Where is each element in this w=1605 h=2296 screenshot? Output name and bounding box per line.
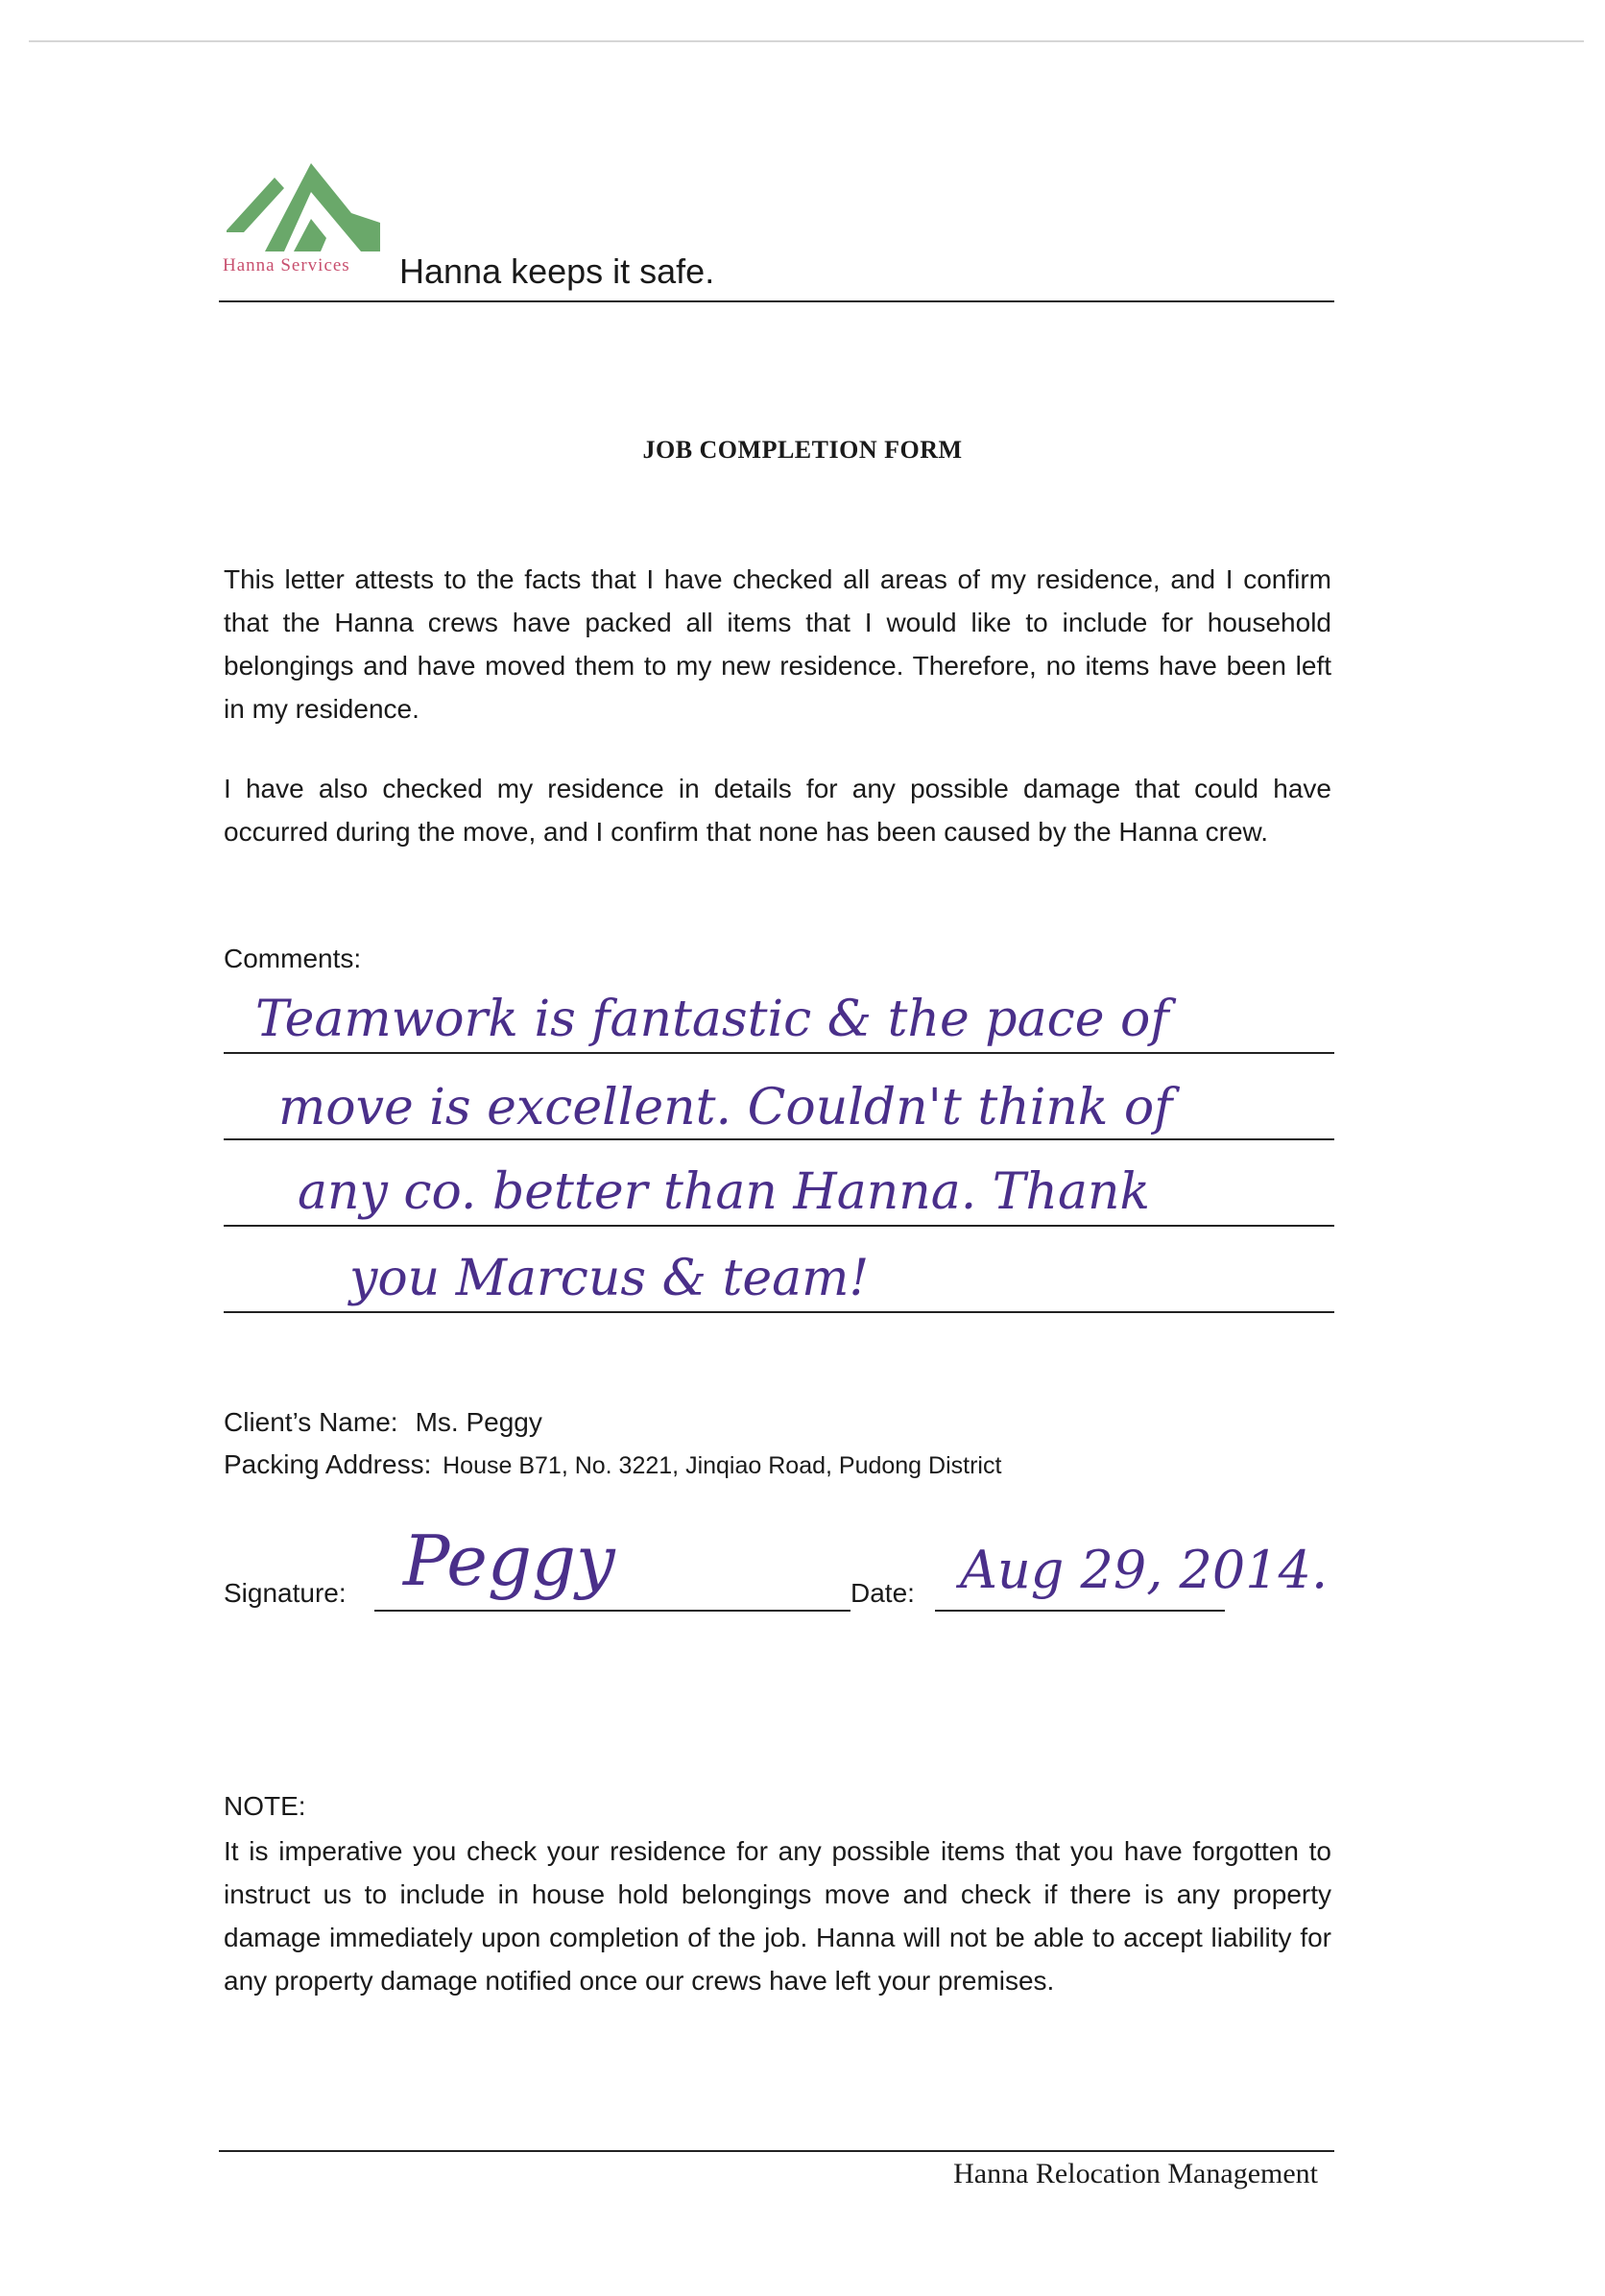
note-text: It is imperative you check your residence for any possible items that you have forgotten to instruct us to include in house hold belongings move and check if there is any property damage immediately upon completion of the job. Hanna will not be able to accept liability for any property damage notified once our crews have left your premises. — [224, 1836, 1331, 1996]
comments-label: Comments: — [224, 944, 362, 973]
footer-divider — [219, 2150, 1334, 2152]
house-roof-logo-icon — [227, 163, 380, 251]
attestation-paragraph: This letter attests to the facts that I have checked all areas of my residence, and I confirm that the Hanna crews have packed all items that I would like to include for household belongings and have moved them to my new residence. Therefore, no items have been left in my residence. — [224, 564, 1331, 724]
date-handwriting: Aug 29, 2014. — [960, 1540, 1329, 1600]
tagline: Hanna keeps it safe. — [399, 251, 715, 291]
logo-graphic — [227, 163, 380, 251]
client-name-row — [224, 1407, 542, 1438]
note-label: NOTE: — [224, 1791, 306, 1821]
packing-address-label: Packing Address: — [224, 1449, 432, 1479]
damage-check-paragraph: I have also checked my residence in details for any possible damage that could have occurred during the move, and I confirm that none has been caused by the Hanna crew. — [224, 774, 1331, 847]
packing-address-value: House B71, No. 3221, Jinqiao Road, Pudong District — [443, 1452, 1002, 1479]
comment-handwriting-line: move is excellent. Couldn't think of — [278, 1079, 1173, 1136]
packing-address-row — [224, 1449, 1001, 1480]
brand-name: Hanna Services — [223, 255, 350, 275]
signature-label: Signature: — [224, 1578, 347, 1608]
date-line — [935, 1610, 1225, 1612]
header-divider — [219, 300, 1334, 302]
comment-rule — [224, 1052, 1334, 1054]
comment-rule — [224, 1225, 1334, 1227]
client-name-label: Client’s Name: — [224, 1407, 398, 1437]
scan-edge-divider — [29, 40, 1584, 42]
client-name-value: Ms. Peggy — [415, 1407, 542, 1437]
date-label: Date: — [850, 1578, 915, 1608]
comment-rule — [224, 1138, 1334, 1140]
signature-handwriting: Peggy — [403, 1520, 615, 1601]
comment-handwriting-line: Teamwork is fantastic & the pace of — [255, 991, 1169, 1048]
form-title: JOB COMPLETION FORM — [642, 436, 963, 464]
comment-rule — [224, 1311, 1334, 1313]
footer-text: Hanna Relocation Management — [953, 2158, 1318, 2189]
signature-line — [374, 1610, 850, 1612]
comment-handwriting-line: you Marcus & team! — [349, 1250, 870, 1307]
comment-handwriting-line: any co. better than Hanna. Thank — [298, 1163, 1150, 1221]
